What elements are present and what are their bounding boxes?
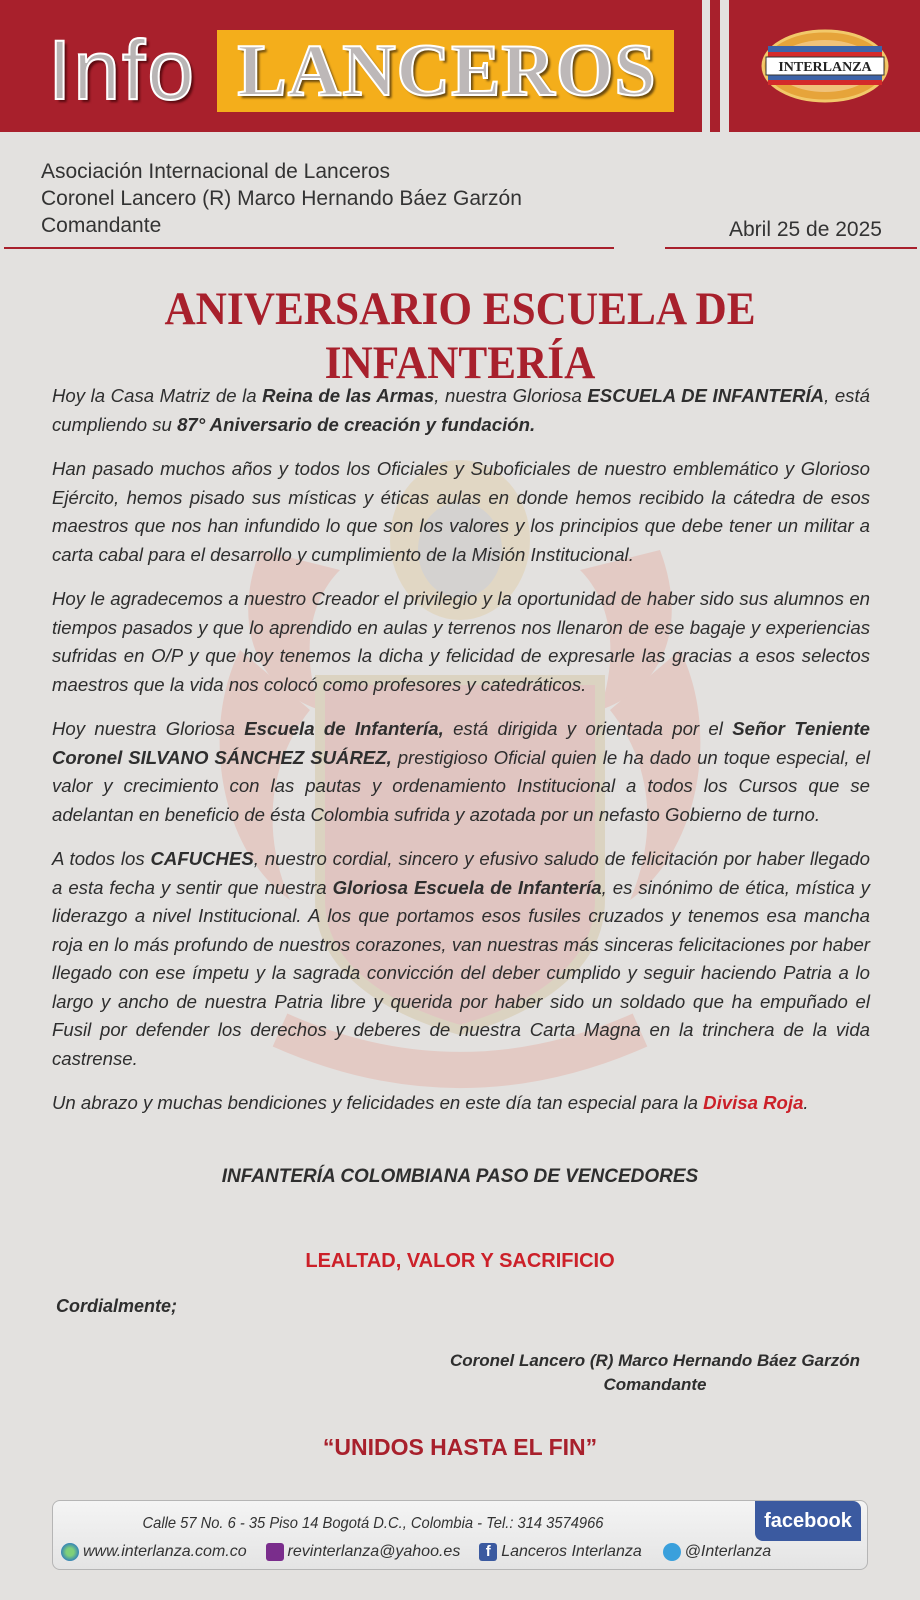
facebook-badge[interactable]: facebook bbox=[755, 1501, 861, 1541]
text-span: , nuestra Gloriosa bbox=[434, 385, 588, 406]
sender-name: Coronel Lancero (R) Marco Hernando Báez Garzón bbox=[41, 187, 522, 210]
email-icon bbox=[266, 1543, 284, 1561]
paragraph-1 bbox=[52, 382, 870, 439]
letter-body bbox=[52, 382, 870, 1134]
document-date: Abril 25 de 2025 bbox=[729, 218, 882, 241]
header-divider bbox=[720, 0, 729, 132]
paragraph-4 bbox=[52, 715, 870, 829]
sender-block bbox=[41, 158, 522, 239]
bold-span: Señor Teniente Coronel SILVANO SÁNCHEZ SUÁREZ, bbox=[52, 718, 870, 768]
header-divider-stripe bbox=[710, 0, 720, 132]
text-span: . bbox=[803, 1092, 809, 1113]
website-link[interactable]: www.interlanza.com.co bbox=[83, 1543, 247, 1560]
text-span: , nuestro cordial, sincero y efusivo saludo de felicitación por haber llegado a esta fecha y sentir que nuestra bbox=[52, 848, 870, 898]
text-span: , es sinónimo de ética, mística y liderazgo a nivel Institucional. A los que portamos esos fusiles cruzados y tenemos esa mancha roja en lo más profundo de nuestros corazones, van nuestras más sinceras felicitaciones por haber llegado con ese ímpetu y la sagrada convicción del deber cumplido y seguir haciendo Patria a lo largo y ancho de nuestra Patria libre y querida por haber sido un soldado que ha empuñado el Fusil por defender los derechos y deberes de nuestra Carta Magna en la trinchera de la vida castrense. bbox=[52, 876, 870, 1069]
logo-info-text: Info bbox=[48, 23, 197, 117]
values-motto: LEALTAD, VALOR Y SACRIFICIO bbox=[305, 1250, 615, 1272]
paragraph-5 bbox=[52, 845, 870, 1073]
text-span: Un abrazo y muchas bendiciones y felicidades en este día tan especial para la bbox=[52, 1092, 704, 1113]
text-span: Hoy nuestra Gloriosa bbox=[52, 718, 245, 739]
paragraph-3: Hoy le agradecemos a nuestro Creador el privilegio y la oportunidad de haber sido sus alumnos en tiempos pasados y que lo aprendido en aulas y terrenos nos llenaron de ese bagaje y experiencias sufridas en O/P y que hoy tenemos la dicha y felicidad de expresarle las gracias a esos selectos maestros que la vida nos colocó como profesores y catedráticos. bbox=[52, 588, 870, 695]
page-title: ANIVERSARIO ESCUELA DE INFANTERÍA bbox=[164, 283, 756, 389]
divisa-roja-highlight: Divisa Roja bbox=[703, 1092, 804, 1113]
logo-lanceros-text: LANCEROS bbox=[237, 30, 657, 112]
interlanza-emblem-icon bbox=[760, 28, 890, 104]
bold-span: ESCUELA DE INFANTERÍA bbox=[587, 385, 825, 406]
header-divider bbox=[702, 0, 710, 132]
bold-span: Gloriosa Escuela de Infantería bbox=[332, 876, 602, 898]
emblem-label: INTERLANZA bbox=[778, 60, 872, 75]
sender-organization: Asociación Internacional de Lanceros bbox=[41, 160, 391, 183]
sender-role: Comandante bbox=[41, 214, 162, 237]
footer-address: Calle 57 No. 6 - 35 Piso 14 Bogotá D.C., Colombia - Tel.: 314 3574966 bbox=[142, 1515, 604, 1532]
divider-line bbox=[665, 247, 917, 249]
closing-slogan: “UNIDOS HASTA EL FIN” bbox=[322, 1434, 598, 1460]
signature-name: Coronel Lancero (R) Marco Hernando Báez Garzón bbox=[450, 1351, 860, 1370]
bold-span: Escuela de Infantería, bbox=[244, 718, 444, 739]
signature-role: Comandante bbox=[603, 1375, 707, 1394]
infantry-motto: INFANTERÍA COLOMBIANA PASO DE VENCEDORES bbox=[221, 1166, 699, 1187]
contact-footer bbox=[52, 1500, 868, 1570]
twitter-link[interactable]: @Interlanza bbox=[684, 1543, 772, 1560]
signature-block bbox=[440, 1349, 870, 1397]
bold-span: Reina de las Armas bbox=[262, 385, 435, 406]
text-span: , está cumpliendo su bbox=[52, 385, 870, 435]
facebook-icon: f bbox=[479, 1543, 497, 1561]
text-span: Hoy la Casa Matriz de la bbox=[52, 385, 263, 406]
text-span: A todos los bbox=[52, 848, 151, 869]
facebook-link[interactable]: Lanceros Interlanza bbox=[501, 1543, 642, 1560]
paragraph-6 bbox=[52, 1089, 870, 1118]
bold-span: CAFUCHES bbox=[150, 848, 254, 869]
bold-span: 87° Aniversario de creación y fundación. bbox=[177, 413, 536, 435]
twitter-icon bbox=[663, 1543, 681, 1561]
text-span: prestigioso Oficial quien le ha dado un toque especial, el valor y crecimiento con las pautas y ordenamiento Institucional a todos los Cursos que se adelantan en beneficio de ésta Colombia sufrida y azotada por un nefasto Gobierno de turno. bbox=[52, 746, 870, 825]
paragraph-2: Han pasado muchos años y todos los Oficiales y Suboficiales de nuestro emblemático y Glorioso Ejército, hemos pisado sus místicas y éticas aulas en donde hemos recibido la cátedra de esos maestros que nos han infundido lo que son los valores y los principios que debe tener un militar a carta cabal para el desarrollo y cumplimiento de la Misión Institucional. bbox=[52, 458, 870, 565]
divider-line bbox=[4, 247, 614, 249]
email-link[interactable]: revinterlanza@yahoo.es bbox=[287, 1543, 461, 1560]
text-span: está dirigida y orientada por el bbox=[443, 718, 733, 739]
salutation: Cordialmente; bbox=[56, 1296, 178, 1316]
globe-icon bbox=[61, 1543, 79, 1561]
footer-contacts bbox=[61, 1543, 771, 1563]
